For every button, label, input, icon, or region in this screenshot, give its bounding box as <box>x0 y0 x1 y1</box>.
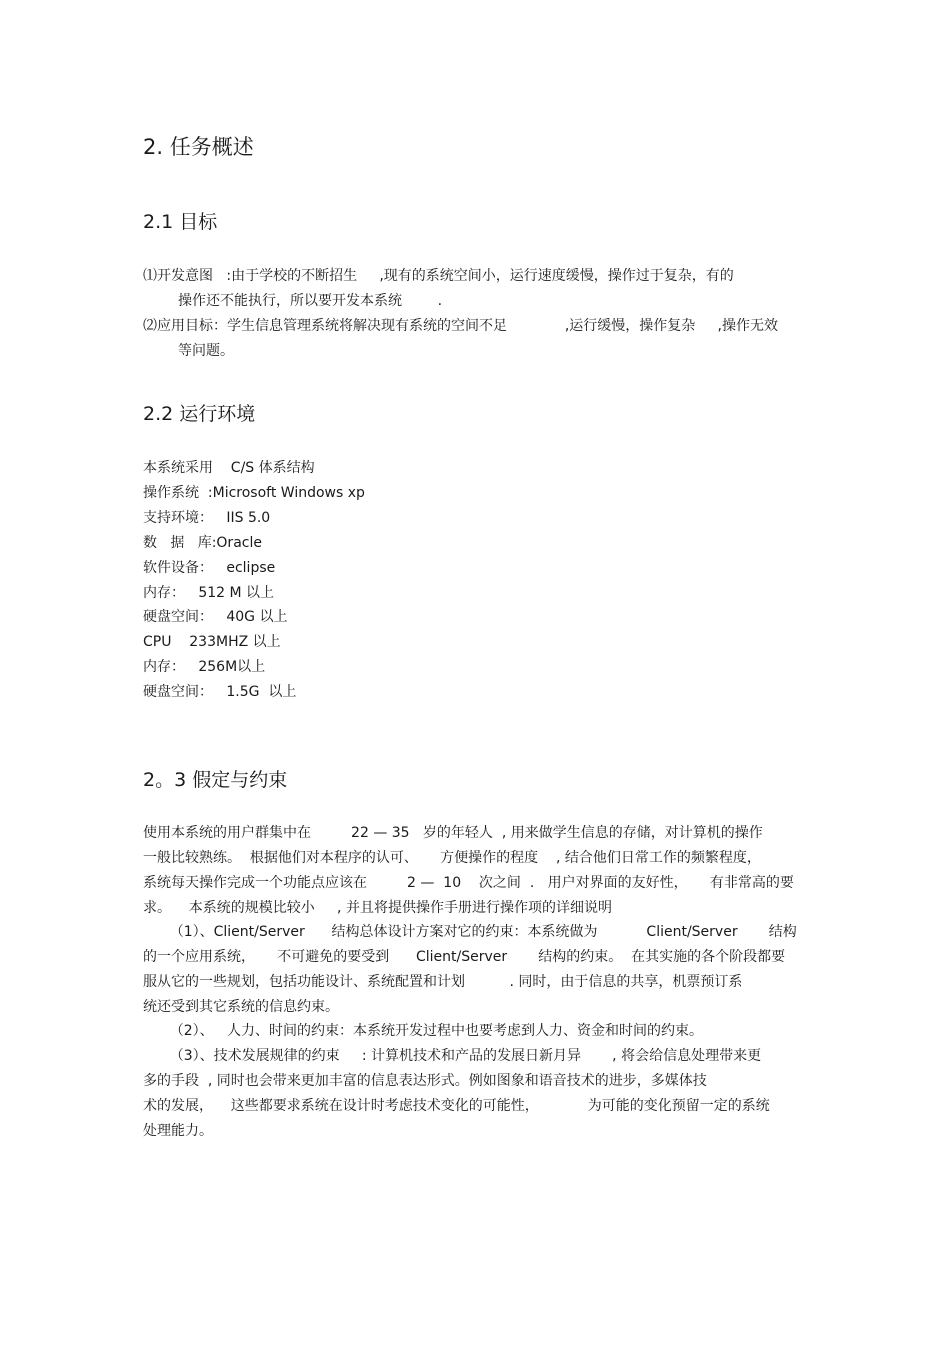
env-line-7: 硬盘空间： 40G 以上 <box>143 609 288 625</box>
constraint-line-11: 多的手段 , 同时也会带来更加丰富的信息表达形式。例如图象和语音技术的进步，多媒体技 <box>143 1073 707 1089</box>
section-2-3-heading: 2。3 假定与约束 <box>143 769 288 791</box>
env-line-6: 内存： 512 M 以上 <box>143 585 275 601</box>
goal-line-3: ⑵应用目标：学生信息管理系统将解决现有系统的空间不足 ,运行缓慢，操作复杂 ,操作无效 <box>143 318 779 334</box>
constraint-line-4: 求。 本系统的规模比较小 , 并且将提供操作手册进行操作项的详细说明 <box>143 900 612 916</box>
env-line-9: 内存： 256M以上 <box>143 659 266 675</box>
constraint-line-8: 统还受到其它系统的信息约束。 <box>143 999 339 1015</box>
constraint-line-2: 一般比较熟练。 根据他们对本程序的认可、 方便操作的程度 , 结合他们日常工作的频繁程度， <box>143 850 761 866</box>
goal-line-4: 等问题。 <box>178 343 234 359</box>
constraint-line-7: 服从它的一些规划，包括功能设计、系统配置和计划 . 同时，由于信息的共享，机票预订系 <box>143 974 743 990</box>
goal-line-1: ⑴开发意图 :由于学校的不断招生 ,现有的系统空间小，运行速度缓慢，操作过于复杂，有的 <box>143 268 734 284</box>
section-2-2-heading: 2.2 运行环境 <box>143 403 256 425</box>
section-2-1-heading: 2.1 目标 <box>143 211 218 233</box>
env-line-4: 数 据 库:Oracle <box>143 535 262 551</box>
constraint-line-6: 的一个应用系统， 不可避免的要受到 Client/Server 结构的约束。 在其实施的各个阶段都要 <box>143 949 786 965</box>
env-line-2: 操作系统 :Microsoft Windows xp <box>143 485 365 501</box>
constraint-line-5: （1）、Client/Server 结构总体设计方案对它的约束：本系统做为 Client/Server 结构 <box>143 924 797 940</box>
goal-line-2: 操作还不能执行，所以要开发本系统 . <box>178 293 443 309</box>
constraint-line-3: 系统每天操作完成一个功能点应该在 2 — 10 次之间 . 用户对界面的友好性， 有非常高的要 <box>143 875 794 891</box>
constraint-line-10: （3）、技术发展规律的约束 : 计算机技术和产品的发展日新月异 , 将会给信息处理带来更 <box>143 1048 762 1064</box>
env-line-3: 支持环境： IIS 5.0 <box>143 510 271 526</box>
env-line-10: 硬盘空间： 1.5G 以上 <box>143 684 297 700</box>
env-line-5: 软件设备： eclipse <box>143 560 276 576</box>
constraint-line-1: 使用本系统的用户群集中在 22 — 35 岁的年轻人 , 用来做学生信息的存储，对计算机的操作 <box>143 825 763 841</box>
env-line-8: CPU 233MHZ 以上 <box>143 634 281 650</box>
constraint-line-13: 处理能力。 <box>143 1123 213 1139</box>
constraint-line-12: 术的发展， 这些都要求系统在设计时考虑技术变化的可能性， 为可能的变化预留一定的系统 <box>143 1098 770 1114</box>
env-line-1: 本系统采用 C/S 体系结构 <box>143 460 315 476</box>
section-2-heading: 2. 任务概述 <box>143 135 254 159</box>
constraint-line-9: （2）、 人力、时间的约束：本系统开发过程中也要考虑到人力、资金和时间的约束。 <box>143 1023 703 1039</box>
